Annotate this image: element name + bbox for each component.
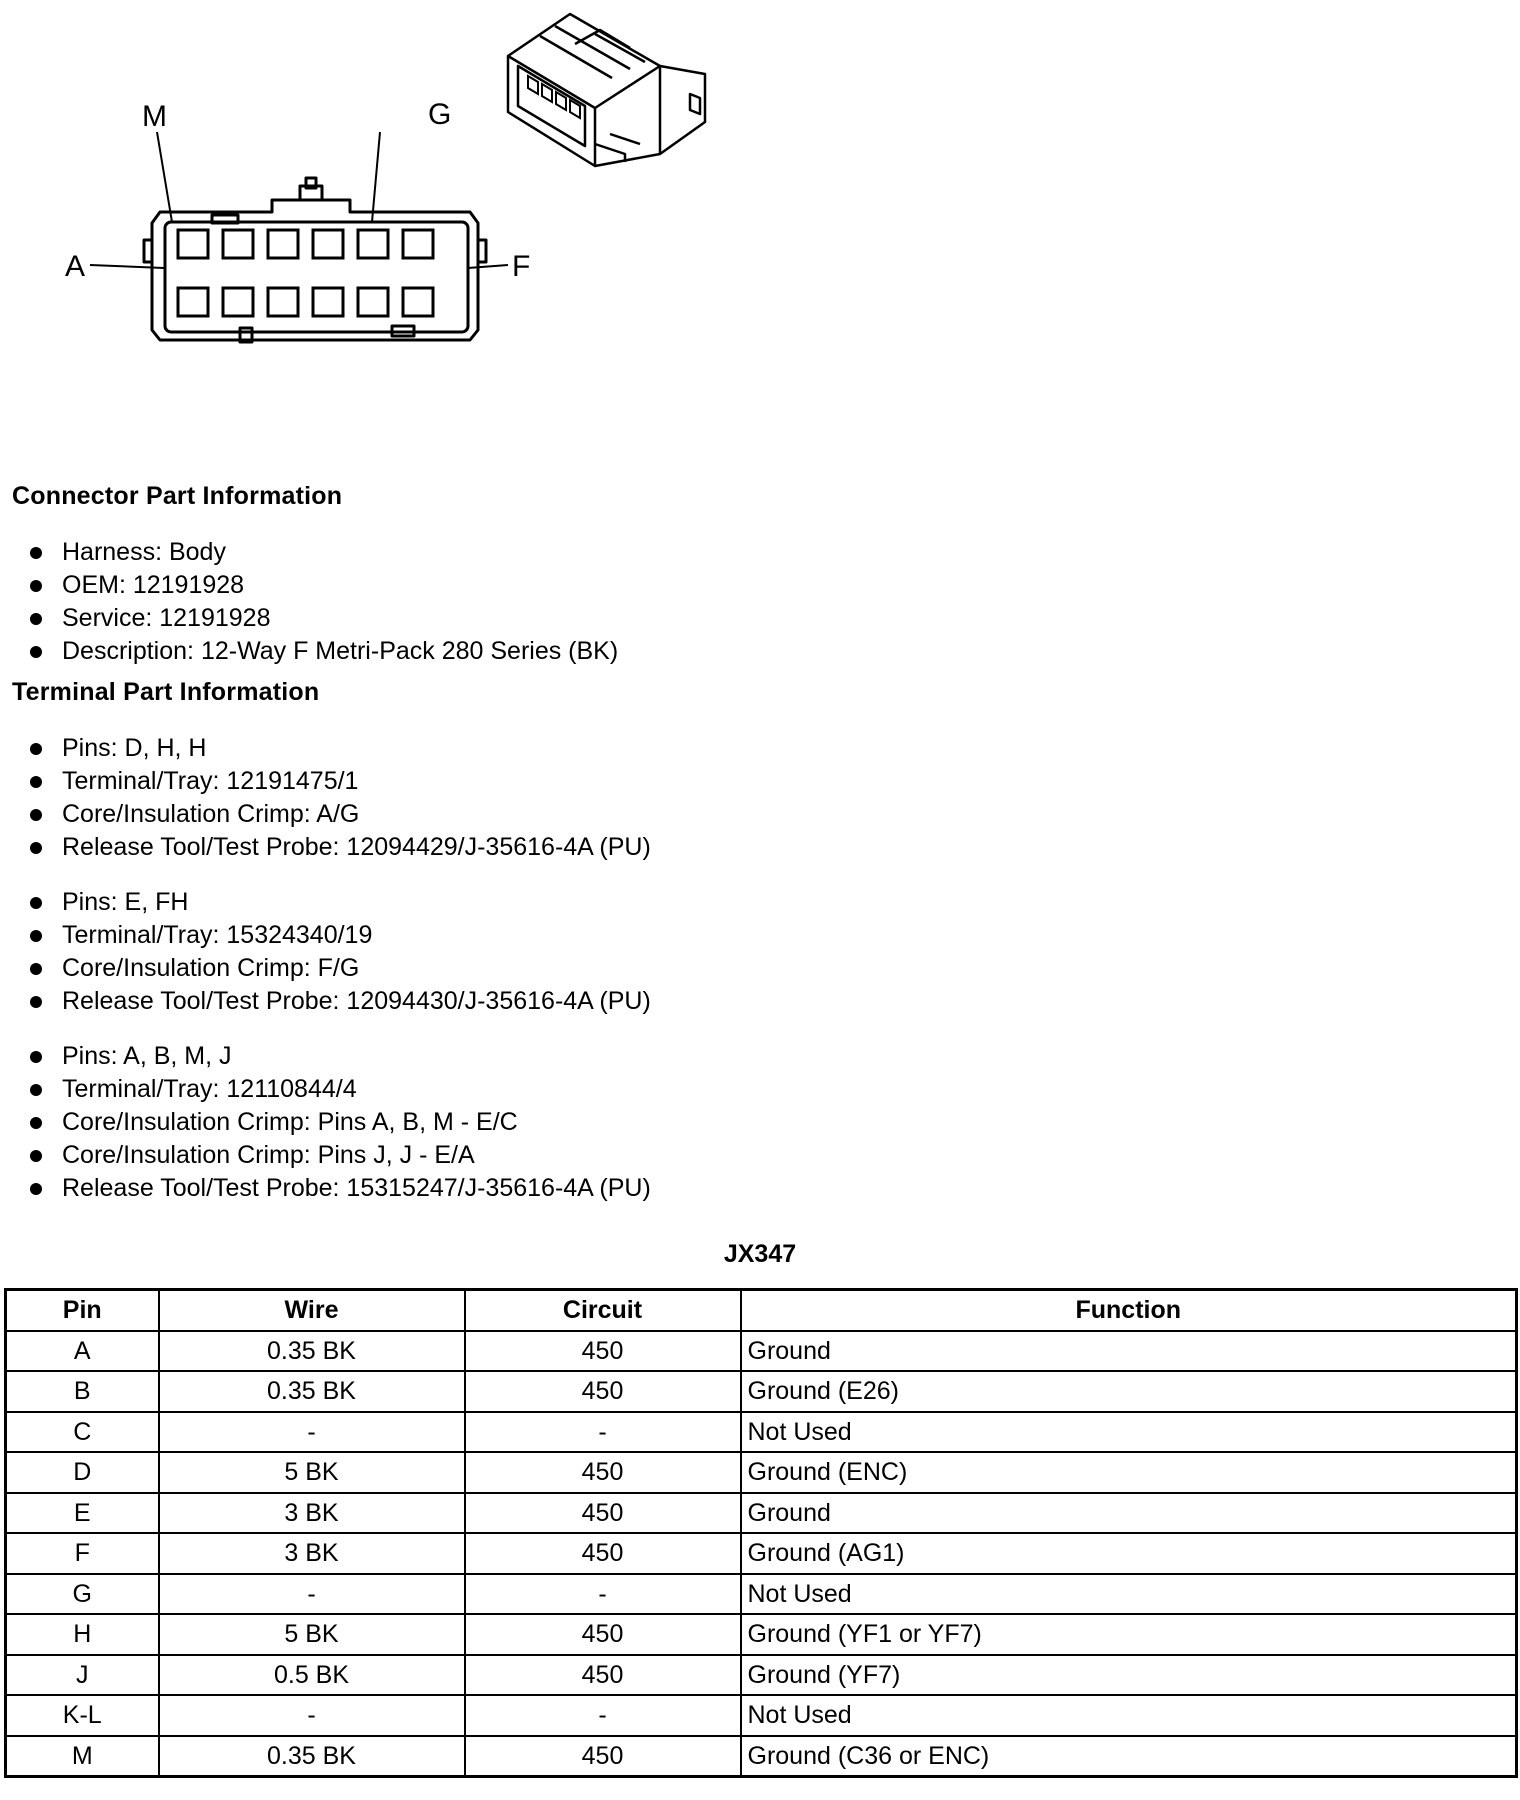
- cell-function: Not Used: [741, 1695, 1517, 1736]
- cell-wire: 0.5 BK: [159, 1655, 465, 1696]
- cell-wire: 3 BK: [159, 1533, 465, 1574]
- connector-cavity: [268, 230, 298, 258]
- cell-circuit: 450: [465, 1452, 741, 1493]
- connector-cavity: [403, 230, 433, 258]
- cell-function: Ground (C36 or ENC): [741, 1736, 1517, 1777]
- cell-function: Ground: [741, 1493, 1517, 1534]
- list-item: Core/Insulation Crimp: F/G: [0, 952, 651, 985]
- table-row: [6, 1533, 1517, 1574]
- pinout-table: [4, 1288, 1518, 1778]
- cell-pin: M: [6, 1736, 159, 1777]
- cell-circuit: 450: [465, 1493, 741, 1534]
- cell-function: Ground (E26): [741, 1371, 1517, 1412]
- list-item: Release Tool/Test Probe: 15315247/J-35616-4A (PU): [0, 1172, 651, 1205]
- connector-cavities: [178, 230, 433, 316]
- connector-cavity: [313, 230, 343, 258]
- cell-function: Ground (ENC): [741, 1452, 1517, 1493]
- cell-circuit: -: [465, 1412, 741, 1453]
- column-header-wire: Wire: [159, 1290, 465, 1331]
- list-item: Pins: D, H, H: [0, 732, 651, 765]
- cell-circuit: 450: [465, 1736, 741, 1777]
- table-row: [6, 1331, 1517, 1372]
- connector-face-diagram: [60, 100, 560, 380]
- cell-pin: J: [6, 1655, 159, 1696]
- list-item: Pins: A, B, M, J: [0, 1040, 651, 1073]
- connector-cavity: [223, 288, 253, 316]
- table-title: JX347: [723, 1240, 797, 1268]
- cell-circuit: 450: [465, 1655, 741, 1696]
- table-row: [6, 1574, 1517, 1615]
- cell-circuit: 450: [465, 1614, 741, 1655]
- cell-circuit: 450: [465, 1533, 741, 1574]
- list-item: Core/Insulation Crimp: A/G: [0, 798, 651, 831]
- connector-cavity: [178, 288, 208, 316]
- cell-wire: -: [159, 1695, 465, 1736]
- pin-label-f: F: [512, 250, 531, 283]
- cell-function: Ground: [741, 1331, 1517, 1372]
- list-item: Description: 12-Way F Metri-Pack 280 Series (BK): [0, 635, 618, 668]
- cell-pin: H: [6, 1614, 159, 1655]
- cell-circuit: 450: [465, 1371, 741, 1412]
- list-item: Pins: E, FH: [0, 886, 651, 919]
- cell-pin: K-L: [6, 1695, 159, 1736]
- terminal-group-3-list: [0, 1040, 651, 1205]
- cell-function: Ground (AG1): [741, 1533, 1517, 1574]
- table-row: [6, 1695, 1517, 1736]
- cell-wire: 3 BK: [159, 1493, 465, 1534]
- table-row: [6, 1452, 1517, 1493]
- connector-cavity: [223, 230, 253, 258]
- connector-isometric-diagram: [500, 4, 720, 174]
- list-item: OEM: 12191928: [0, 569, 618, 602]
- cell-pin: D: [6, 1452, 159, 1493]
- connector-cavity: [178, 230, 208, 258]
- table-row: [6, 1655, 1517, 1696]
- connector-part-heading: Connector Part Information: [12, 482, 343, 510]
- cell-pin: A: [6, 1331, 159, 1372]
- list-item: Terminal/Tray: 15324340/19: [0, 919, 651, 952]
- pin-label-m: M: [142, 100, 167, 133]
- cell-circuit: -: [465, 1574, 741, 1615]
- terminal-part-heading: Terminal Part Information: [12, 678, 320, 706]
- connector-cavity: [358, 230, 388, 258]
- cell-pin: G: [6, 1574, 159, 1615]
- column-header-pin: Pin: [6, 1290, 159, 1331]
- table-row: [6, 1614, 1517, 1655]
- cell-pin: E: [6, 1493, 159, 1534]
- list-item: Terminal/Tray: 12110844/4: [0, 1073, 651, 1106]
- list-item: Terminal/Tray: 12191475/1: [0, 765, 651, 798]
- cell-wire: 0.35 BK: [159, 1371, 465, 1412]
- cell-function: Ground (YF7): [741, 1655, 1517, 1696]
- connector-cavity: [313, 288, 343, 316]
- pin-label-g: G: [428, 100, 452, 131]
- cell-function: Not Used: [741, 1574, 1517, 1615]
- connector-part-list: [0, 536, 618, 668]
- terminal-group-1-list: [0, 732, 651, 864]
- column-header-function: Function: [741, 1290, 1517, 1331]
- connector-cavity: [403, 288, 433, 316]
- list-item: Release Tool/Test Probe: 12094429/J-35616-4A (PU): [0, 831, 651, 864]
- cell-wire: 0.35 BK: [159, 1331, 465, 1372]
- cell-function: Not Used: [741, 1412, 1517, 1453]
- table-row: [6, 1412, 1517, 1453]
- table-row: [6, 1371, 1517, 1412]
- pinout-table-body: [6, 1331, 1517, 1777]
- connector-cavity: [358, 288, 388, 316]
- list-item: Harness: Body: [0, 536, 618, 569]
- cell-function: Ground (YF1 or YF7): [741, 1614, 1517, 1655]
- list-item: Core/Insulation Crimp: Pins A, B, M - E/C: [0, 1106, 651, 1139]
- cell-wire: 5 BK: [159, 1614, 465, 1655]
- terminal-group-2-list: [0, 886, 651, 1018]
- cell-wire: 5 BK: [159, 1452, 465, 1493]
- table-header-row: [6, 1290, 1517, 1331]
- pin-label-a: A: [65, 250, 86, 283]
- list-item: Core/Insulation Crimp: Pins J, J - E/A: [0, 1139, 651, 1172]
- cell-wire: 0.35 BK: [159, 1736, 465, 1777]
- connector-cavity: [268, 288, 298, 316]
- table-row: [6, 1736, 1517, 1777]
- table-row: [6, 1493, 1517, 1534]
- cell-pin: C: [6, 1412, 159, 1453]
- cell-circuit: -: [465, 1695, 741, 1736]
- cell-pin: F: [6, 1533, 159, 1574]
- cell-circuit: 450: [465, 1331, 741, 1372]
- list-item: Release Tool/Test Probe: 12094430/J-35616-4A (PU): [0, 985, 651, 1018]
- column-header-circuit: Circuit: [465, 1290, 741, 1331]
- cell-wire: -: [159, 1412, 465, 1453]
- cell-wire: -: [159, 1574, 465, 1615]
- cell-pin: B: [6, 1371, 159, 1412]
- list-item: Service: 12191928: [0, 602, 618, 635]
